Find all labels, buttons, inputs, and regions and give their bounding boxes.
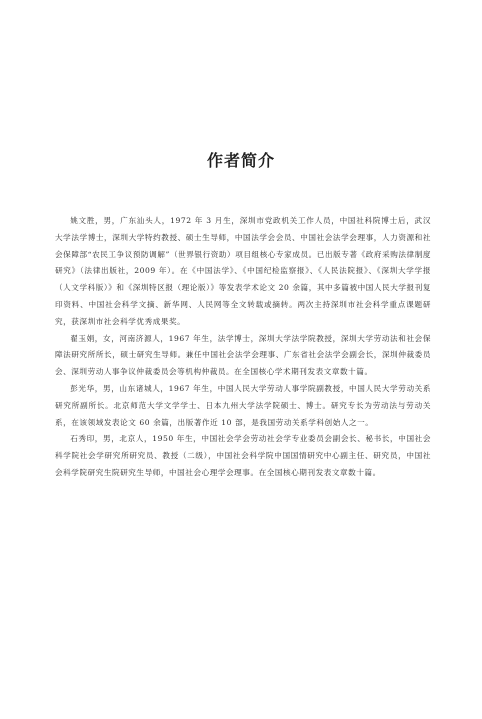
bio-paragraph-yao-wensheng: 姚文胜，男，广东汕头人，1972 年 3 月生，深圳市党政机关工作人员，中国社科院博士后，武汉大学法学博士，深圳大学特约教授、硕士生导师，中国法学会会员、中国社会法学会理事，人力资源和社会保障部“农民工争议预防调解”（世界银行资助）项目组核心专家成员。已出版专著《政府采购法律制度研究》（法律出版社，2009 年）。在《中国法学》、《中国纪检监察报》、《人民法院报》、《深圳大学学报（人文学科版）》和《深圳特区报（理论版）》等发表学术论文 20 余篇，其中多篇被中国人民大学报刊复印资料、中国社会科学文摘、新华网、人民网等全文转载或摘转。两次主持深圳市社会科学重点课题研究，获深圳市社会科学优秀成果奖。: [55, 216, 431, 326]
bio-paragraph-zhai-yujuan: 翟玉娟，女，河南济源人，1967 年生，法学博士，深圳大学法学院教授，深圳大学劳动法和社会保障法研究所所长，硕士研究生导师。兼任中国社会法学会理事、广东省社会法学会副会长，深圳仲裁委员会、深圳劳动人事争议仲裁委员会等机构仲裁员。在全国核心学术期刊发表文章数十篇。: [55, 333, 431, 377]
bio-paragraph-shi-xiuyin: 石秀印，男，北京人，1950 年生，中国社会学会劳动社会学专业委员会副会长、秘书长，中国社会科学院社会学研究所研究员、教授（二级），中国社会科学院中国国情研究中心副主任、研究员，中国社会科学院研究生院研究生导师，中国社会心理学会理事。在全国核心期刊发表文章数十篇。: [55, 434, 431, 477]
author-bios: [55, 213, 431, 482]
page-title: 作者简介: [206, 151, 275, 170]
bio-paragraph-peng-guanghua: 彭光华，男，山东诸城人，1967 年生，中国人民大学劳动人事学院副教授，中国人民大学劳动关系研究所副所长。北京师范大学文学学士、日本九州大学法学院硕士、博士。研究专长为劳动法与劳动关系，在该领域发表论文 60 余篇，出版著作近 10 部，是我国劳动关系学科创始人之一。: [55, 383, 431, 427]
